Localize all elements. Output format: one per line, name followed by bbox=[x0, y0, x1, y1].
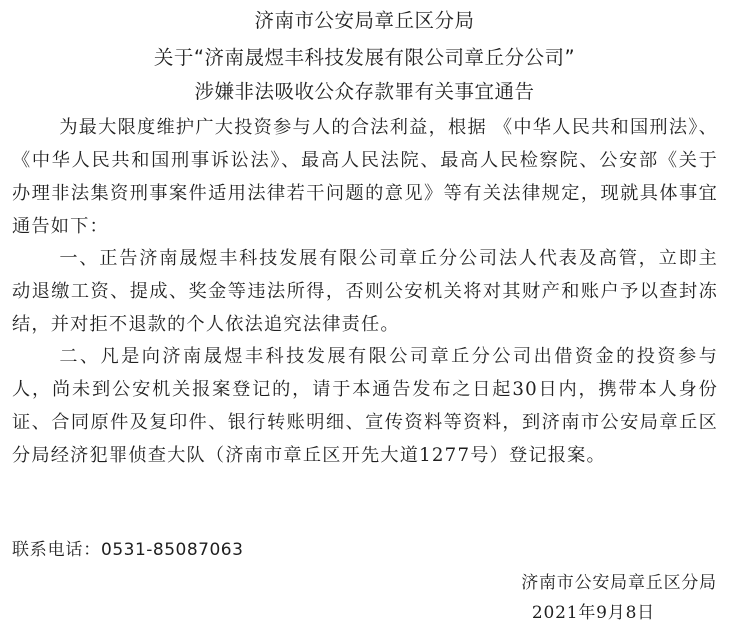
item-two-block bbox=[12, 340, 718, 472]
contact-phone: 0531-85087063 bbox=[101, 540, 244, 560]
item-one-block bbox=[12, 242, 718, 341]
issuer-title: 济南市公安局章丘区分局 bbox=[254, 9, 475, 32]
signature-date: 2021年9月8日 bbox=[531, 603, 655, 623]
contact-label: 联系电话： bbox=[12, 540, 101, 560]
signature-org: 济南市公安局章丘区分局 bbox=[521, 573, 717, 593]
contact-line bbox=[12, 537, 243, 563]
notice-subject-title: 关于“济南晟煜丰科技发展有限公司章丘分公司” bbox=[153, 46, 576, 69]
item-two-paragraph: 二、凡是向济南晟煜丰科技发展有限公司章丘分公司出借资金的投资参与人，尚未到公安机关报案登记的，请于本通告发布之日起30日内，携带本人身份证、合同原件及复印件、银行转账明细、宣传资料等资料，到济南市公安局章丘区分局经济犯罪侦查大队（济南市章丘区开先大道1277号）登记报案。 bbox=[12, 346, 718, 466]
intro-paragraph-block bbox=[12, 111, 718, 243]
item-one-paragraph: 一、正告济南晟煜丰科技发展有限公司章丘分公司法人代表及高管，立即主动退缴工资、提成、奖金等违法所得，否则公安机关将对其财产和账户予以查封冻结，并对拒不退款的个人依法追究法律责任。 bbox=[12, 248, 718, 335]
intro-paragraph: 为最大限度维护广大投资参与人的合法利益，根据 《中华人民共和国刑法》、《中华人民共和国刑事诉讼法》、最高人民法院、最高人民检察院、公安部《关于办理非法集资刑事案件适用法律若干问题的意见》等有关法律规定，现就具体事宜通告如下： bbox=[12, 117, 718, 237]
notice-heading: 涉嫌非法吸收公众存款罪有关事宜通告 bbox=[194, 80, 535, 103]
